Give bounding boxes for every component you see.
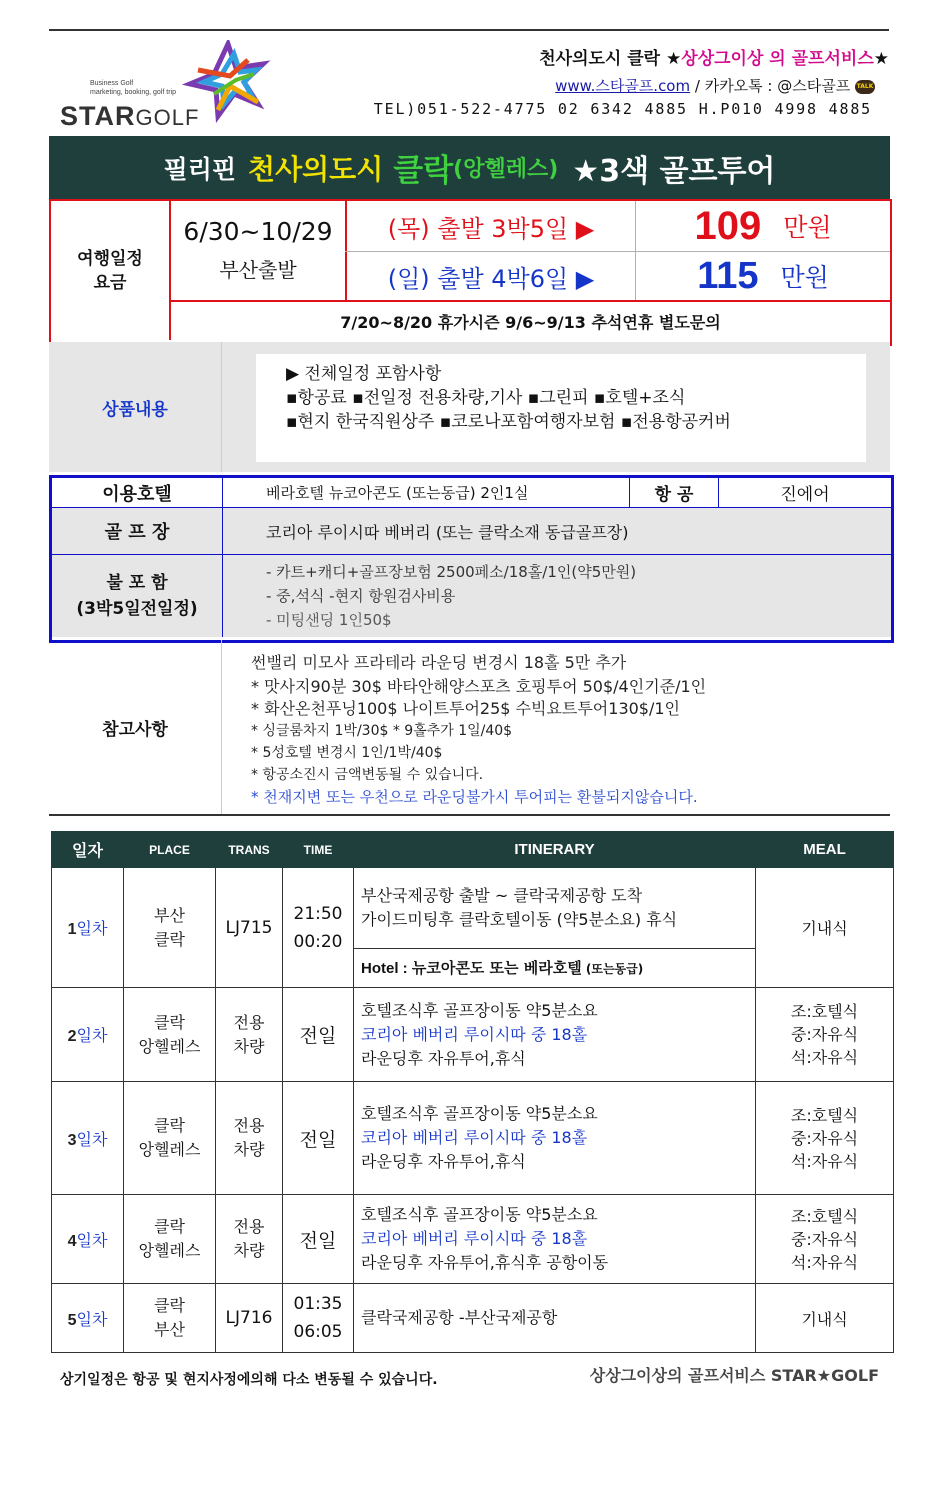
logo-tagline-1: Business Golf [90,80,134,87]
date-range-value: 6/30~10/29 [183,217,333,246]
time-cell: 01:35 06:05 [283,1284,354,1353]
product-line-1: ▶ 전체일정 포함사항 [286,364,442,384]
price-sunday-unit: 만원 [780,263,829,292]
slogan-part-1: 천사의도시 클락 ★ [539,49,682,69]
col-trans: TRANS [216,832,283,868]
header-contact [555,75,875,96]
itinerary-cell: 호텔조식후 골프장이동 약5분소요 코리아 베버리 루이시따 중 18홀 라운딩후 자유투어,휴식 [354,1082,756,1195]
time-cell: 전일 [283,1082,354,1195]
place-cell: 클락 부산 [124,1284,216,1353]
banner-clark: 클락 [393,153,454,189]
table-row [52,1082,894,1195]
trans-cell: 전용 차량 [216,1082,283,1195]
meal-cell: 조:호텔식 중:자유식 석:자유식 [756,1195,894,1284]
departure-city: 부산출발 [219,258,297,282]
note-item: * 천재지변 또는 우천으로 라운딩불가시 투어피는 환불되지않습니다. [251,788,698,806]
product-label: 상품내용 [49,342,222,472]
option-sunday: (일) 출발 4박6일 ▶ [387,264,595,293]
day-cell: 1일차 [52,868,124,988]
schedule-label: 여행일정 [77,248,143,269]
exclusion-item: - 카트+캐디+골프장보험 2500페소/18홀/1인(약5만원) [266,563,637,581]
exclusions-list [266,560,636,632]
logo-brand [60,101,199,132]
footer-brand: 상상그이상의 골프서비스 STAR★GOLF [589,1366,879,1385]
note-item: * 싱글룸차지 1박/30$ * 9홀추가 1일/40$ [251,723,513,739]
table-row [52,988,894,1082]
place-cell: 클락 앙헬레스 [124,1082,216,1195]
meal-cell: 기내식 [756,1284,894,1353]
logo-tagline [90,79,176,97]
product-line-2: ▪항공료 ▪전일정 전용차량,기사 ▪그린피 ▪호텔+조식 [286,388,686,408]
itinerary-cell: 호텔조식후 골프장이동 약5분소요 코리아 베버리 루이시따 중 18홀 라운딩후 자유투어,휴식 [354,988,756,1082]
place-cell: 클락 앙헬레스 [124,1195,216,1284]
hotel-value: 베라호텔 뉴코아콘도 (또는동급) 2인1실 [266,484,529,502]
price-sunday-value: 115 [697,254,759,297]
day-cell: 3일차 [52,1082,124,1195]
col-day: 일자 [52,832,124,868]
logo-brand-bold: STAR [60,101,136,131]
time-cell: 전일 [283,1195,354,1284]
top-rule [49,29,889,31]
note-item: * 맛사지90분 30$ 바타안해양스포츠 호핑투어 50$/4인기준/1인 [251,677,707,696]
product-box [256,354,866,462]
place-cell: 클락 앙헬레스 [124,988,216,1082]
golf-course-value: 코리아 루이시따 베버리 (또는 클락소재 동급골프장) [266,522,629,542]
note-item: * 5성호텔 변경시 1인/1박/40$ [251,745,443,761]
logo-brand-light: GOLF [135,105,200,130]
banner-country: 필리핀 [163,154,237,184]
hotel-cell: Hotel : 뉴코아콘도 또는 베라호텔 (또는동급) [354,949,756,988]
fee-label: 요금 [93,272,127,293]
trans-cell: 전용 차량 [216,1195,283,1284]
season-note: 7/20~8/20 휴가시즌 9/6~9/13 추석연휴 별도문의 [340,312,721,332]
table-row [52,1195,894,1284]
note-item: * 화산온천푸닝100$ 나이트투어25$ 수빅요트투어130$/1인 [251,699,681,718]
itinerary-table [51,831,894,1353]
col-meal: MEAL [756,832,894,868]
slogan-part-2: 상상그이상 의 골프서비스 [681,49,874,69]
trans-cell: LJ715 [216,868,283,988]
price-thursday-value: 109 [694,203,762,248]
banner-city: 천사의도시 [248,152,384,186]
place-cell: 부산 클락 [124,868,216,988]
slogan-part-3: ★ [873,49,889,69]
date-range [171,201,345,301]
meal-cell: 조:호텔식 중:자유식 석:자유식 [756,988,894,1082]
price-thursday [636,201,890,251]
logo-tagline-2: marketing, booking, golf trip [90,89,176,96]
airline-value: 진에어 [780,485,830,505]
price-sunday [636,252,890,300]
table-row [52,1284,894,1353]
option-thursday: (목) 출발 3박5일 ▶ [387,214,595,243]
golf-course-label: 골 프 장 [104,522,170,543]
day-cell: 5일차 [52,1284,124,1353]
schedule-fee-label [51,201,169,340]
kakao-id: / 카카오톡 : @스타골프 [690,77,851,95]
price-box [49,199,892,346]
footer-disclaimer: 상기일정은 항공 및 현지사정에의해 다소 변동될 수 있습니다. [60,1372,438,1388]
website-link[interactable]: www.스타골프.com [555,77,691,95]
exclusions-label [52,555,222,637]
header-phone: TEL)051-522-4775 02 6342 4885 H.P010 4998 4885 [373,100,872,118]
exclusions-label-1: 불 포 함 [106,573,168,593]
trans-cell: LJ716 [216,1284,283,1353]
meal-cell: 조:호텔식 중:자유식 석:자유식 [756,1082,894,1195]
notes-label: 참고사항 [102,720,168,740]
hotel-label: 이용호텔 [102,483,172,505]
day-cell: 2일차 [52,988,124,1082]
trans-cell: 전용 차량 [216,988,283,1082]
col-itinerary: ITINERARY [354,832,756,868]
info-box [49,475,894,643]
day-cell: 4일차 [52,1195,124,1284]
exclusion-item: - 중,석식 -현지 항원검사비용 [266,587,456,605]
header-slogan [539,44,889,69]
exclusion-item: - 미팅샌딩 1인50$ [266,611,392,629]
meal-cell: 기내식 [756,868,894,988]
itinerary-cell: 호텔조식후 골프장이동 약5분소요 코리아 베버리 루이시따 중 18홀 라운딩후 자유투어,휴식후 공항이동 [354,1195,756,1284]
price-thursday-unit: 만원 [783,213,832,242]
airline-label: 항 공 [654,485,694,505]
note-item: * 항공소진시 금액변동될 수 있습니다. [251,767,484,783]
col-place: PLACE [124,832,216,868]
time-cell: 전일 [283,988,354,1082]
itinerary-cell: 부산국제공항 출발 ~ 클락국제공항 도착 가이드미팅후 클락호텔이동 (약5분소요) 휴식 [354,868,756,949]
exclusions-label-2: (3박5일전일정) [76,599,198,619]
banner-angeles: (앙헬레스) [453,157,559,182]
product-line-3: ▪현지 한국직원상주 ▪코로나포함여행자보험 ▪전용항공커버 [286,412,731,432]
kakaotalk-icon: TALK [855,80,875,94]
title-banner [49,136,890,199]
banner-tour: ★3색 골프투어 [572,153,776,189]
time-cell: 21:50 00:20 [283,868,354,988]
note-item: 썬밸리 미모사 프라테라 라운딩 변경시 18홀 5만 추가 [251,653,627,672]
col-time: TIME [283,832,354,868]
section-rule [49,814,890,816]
table-row [52,868,894,949]
itinerary-header-row [52,832,894,868]
itinerary-cell: 클락국제공항 -부산국제공항 [354,1284,756,1353]
notes-section [49,640,890,815]
